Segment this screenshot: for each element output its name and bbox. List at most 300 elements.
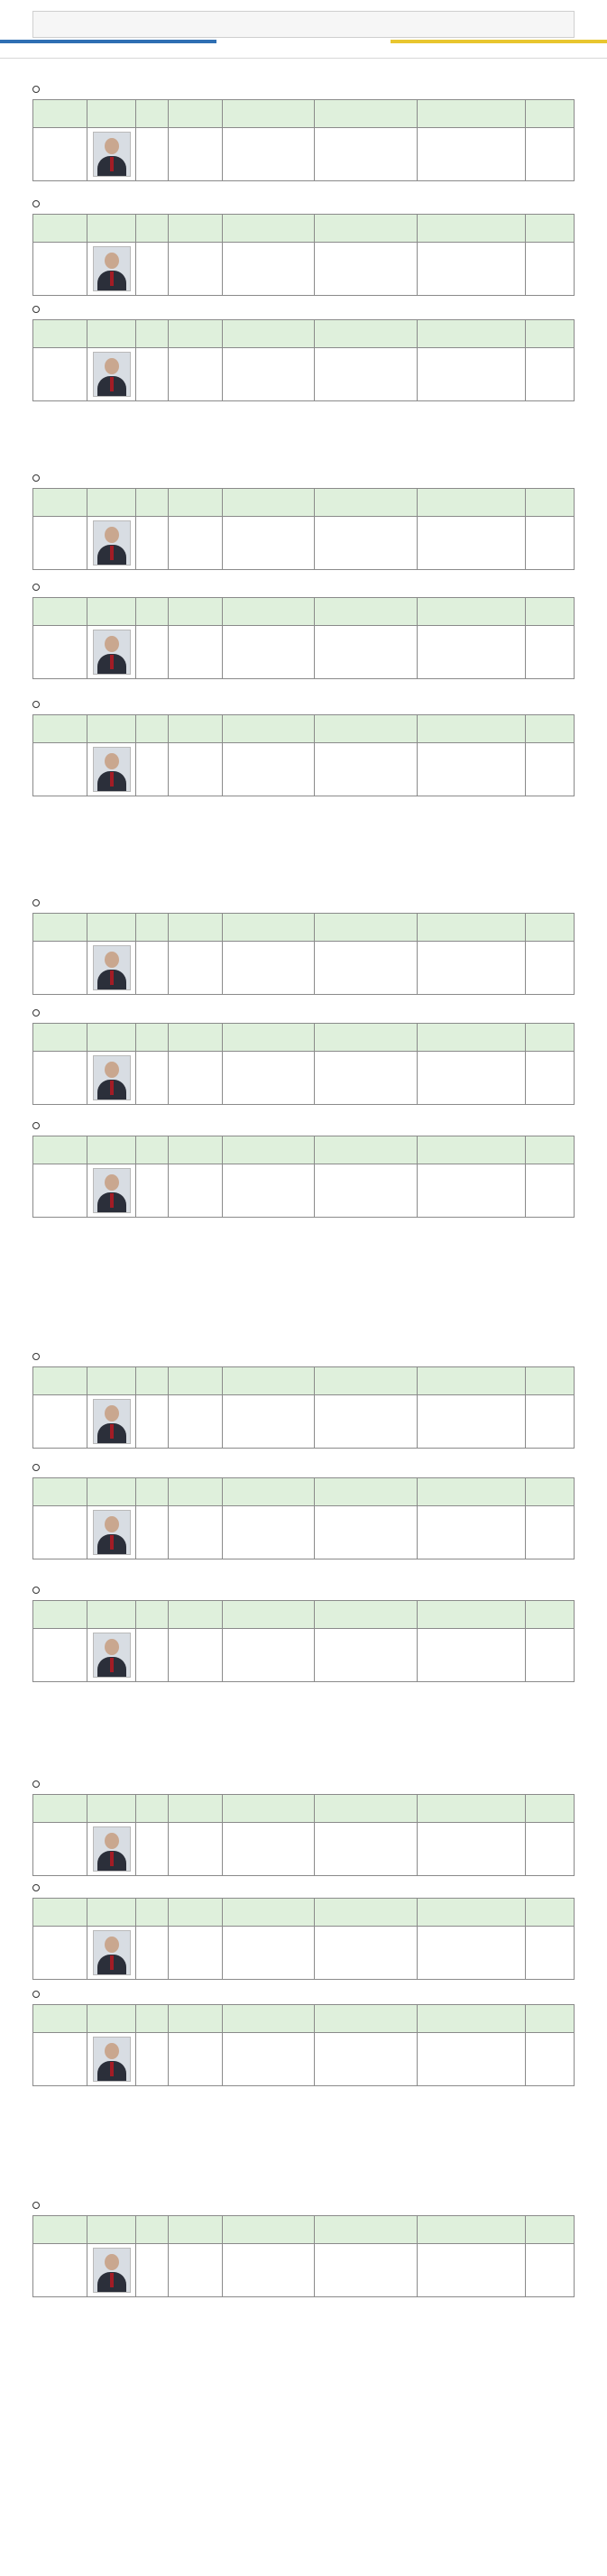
winners-table (32, 2004, 575, 2086)
district-heading (32, 2195, 575, 2215)
candidate-education (315, 348, 418, 401)
candidate-name (33, 1164, 87, 1218)
table-header-row (33, 914, 575, 942)
photo-head-shape (105, 527, 119, 543)
table-header-row (33, 598, 575, 626)
district-section (32, 1116, 575, 1218)
col-gender-header (136, 1136, 169, 1164)
header-stripe-blue (0, 40, 216, 43)
bullet-circle-icon (32, 1009, 40, 1017)
photo-head-shape (105, 1405, 119, 1421)
candidate-career (418, 2244, 526, 2297)
col-career-header (418, 598, 526, 626)
col-name-header (33, 1024, 87, 1052)
col-education-header (315, 914, 418, 942)
col-birth-header (169, 489, 223, 517)
col-name-header (33, 1478, 87, 1506)
candidate-votes (526, 1052, 575, 1105)
col-gender-header (136, 1899, 169, 1927)
bullet-circle-icon (32, 1353, 40, 1360)
winners-table (32, 319, 575, 401)
candidate-photo-cell (87, 1927, 136, 1980)
candidate-education (315, 743, 418, 796)
col-photo-header (87, 320, 136, 348)
candidate-education (315, 128, 418, 181)
candidate-votes (526, 1506, 575, 1559)
table-header-row (33, 320, 575, 348)
col-birth-header (169, 2005, 223, 2033)
district-section (32, 577, 575, 679)
district-section (32, 299, 575, 401)
table-row (33, 517, 575, 570)
col-birth-header (169, 1795, 223, 1823)
col-birth-header (169, 320, 223, 348)
col-name-header (33, 914, 87, 942)
candidate-career (418, 942, 526, 995)
col-education-header (315, 1367, 418, 1395)
bullet-circle-icon (32, 2202, 40, 2209)
candidate-photo (93, 132, 131, 177)
col-name-header (33, 1367, 87, 1395)
col-photo-header (87, 1795, 136, 1823)
col-photo-header (87, 1899, 136, 1927)
page-header (0, 0, 607, 59)
district-section (32, 1580, 575, 1682)
candidate-votes (526, 348, 575, 401)
photo-head-shape (105, 1639, 119, 1655)
photo-tie-shape (110, 546, 114, 560)
candidate-photo-cell (87, 1823, 136, 1876)
col-education-header (315, 598, 418, 626)
col-name-header (33, 1601, 87, 1629)
col-birth-header (169, 1367, 223, 1395)
candidate-photo-cell (87, 1506, 136, 1559)
candidate-job (223, 517, 315, 570)
candidate-photo (93, 1930, 131, 1975)
col-gender-header (136, 598, 169, 626)
col-photo-header (87, 2005, 136, 2033)
col-birth-header (169, 1136, 223, 1164)
photo-head-shape (105, 1833, 119, 1849)
candidate-career (418, 348, 526, 401)
table-row (33, 2033, 575, 2086)
candidate-name (33, 1629, 87, 1682)
candidate-birth (169, 1395, 223, 1449)
candidate-photo-cell (87, 2033, 136, 2086)
col-education-header (315, 320, 418, 348)
bullet-circle-icon (32, 86, 40, 93)
table-row (33, 1395, 575, 1449)
bullet-circle-icon (32, 1884, 40, 1891)
candidate-job (223, 348, 315, 401)
col-name-header (33, 1136, 87, 1164)
candidate-gender (136, 517, 169, 570)
candidate-education (315, 243, 418, 296)
col-education-header (315, 2216, 418, 2244)
col-job-header (223, 1795, 315, 1823)
district-heading (32, 893, 575, 913)
candidate-name (33, 2033, 87, 2086)
table-row (33, 942, 575, 995)
col-job-header (223, 1601, 315, 1629)
candidate-photo-cell (87, 348, 136, 401)
col-name-header (33, 1795, 87, 1823)
table-header-row (33, 1367, 575, 1395)
candidate-birth (169, 743, 223, 796)
winners-table (32, 1794, 575, 1876)
candidate-photo (93, 2037, 131, 2082)
col-job-header (223, 914, 315, 942)
candidate-photo (93, 1510, 131, 1555)
col-birth-header (169, 715, 223, 743)
col-votes-header (526, 914, 575, 942)
candidate-name (33, 243, 87, 296)
photo-tie-shape (110, 1081, 114, 1095)
winners-table (32, 214, 575, 296)
candidate-job (223, 942, 315, 995)
candidate-gender (136, 942, 169, 995)
col-photo-header (87, 100, 136, 128)
district-heading (32, 468, 575, 488)
candidate-name (33, 1395, 87, 1449)
table-row (33, 1052, 575, 1105)
table-header-row (33, 715, 575, 743)
district-section (32, 2195, 575, 2297)
col-job-header (223, 320, 315, 348)
col-career-header (418, 489, 526, 517)
table-row (33, 348, 575, 401)
col-career-header (418, 1795, 526, 1823)
col-votes-header (526, 1601, 575, 1629)
photo-tie-shape (110, 1955, 114, 1970)
candidate-career (418, 626, 526, 679)
candidate-career (418, 1164, 526, 1218)
col-job-header (223, 215, 315, 243)
col-job-header (223, 1024, 315, 1052)
candidate-gender (136, 626, 169, 679)
candidate-photo (93, 945, 131, 990)
col-birth-header (169, 1478, 223, 1506)
candidate-job (223, 1927, 315, 1980)
bullet-circle-icon (32, 584, 40, 591)
candidate-name (33, 517, 87, 570)
candidate-education (315, 1823, 418, 1876)
candidate-photo (93, 747, 131, 792)
col-career-header (418, 1899, 526, 1927)
table-row (33, 626, 575, 679)
photo-head-shape (105, 1174, 119, 1191)
col-birth-header (169, 1601, 223, 1629)
candidate-name (33, 2244, 87, 2297)
table-header-row (33, 100, 575, 128)
col-job-header (223, 2216, 315, 2244)
col-career-header (418, 715, 526, 743)
col-votes-header (526, 2005, 575, 2033)
candidate-photo-cell (87, 1629, 136, 1682)
col-votes-header (526, 2216, 575, 2244)
bullet-circle-icon (32, 1780, 40, 1788)
bullet-circle-icon (32, 1122, 40, 1129)
photo-tie-shape (110, 157, 114, 171)
col-birth-header (169, 215, 223, 243)
candidate-education (315, 626, 418, 679)
table-header-row (33, 215, 575, 243)
table-header-row (33, 1899, 575, 1927)
district-section (32, 1003, 575, 1105)
candidate-photo-cell (87, 1052, 136, 1105)
candidate-photo (93, 1055, 131, 1100)
col-gender-header (136, 320, 169, 348)
district-section (32, 1347, 575, 1449)
photo-head-shape (105, 1516, 119, 1532)
col-name-header (33, 320, 87, 348)
col-job-header (223, 1136, 315, 1164)
col-name-header (33, 100, 87, 128)
winners-table (32, 1023, 575, 1105)
candidate-photo-cell (87, 743, 136, 796)
col-votes-header (526, 1367, 575, 1395)
col-votes-header (526, 1795, 575, 1823)
bullet-circle-icon (32, 306, 40, 313)
col-career-header (418, 914, 526, 942)
photo-head-shape (105, 636, 119, 652)
col-career-header (418, 1478, 526, 1506)
table-row (33, 128, 575, 181)
candidate-job (223, 1164, 315, 1218)
col-gender-header (136, 715, 169, 743)
candidate-job (223, 1395, 315, 1449)
col-education-header (315, 1601, 418, 1629)
candidate-photo (93, 630, 131, 675)
col-career-header (418, 2216, 526, 2244)
candidate-gender (136, 1164, 169, 1218)
candidate-gender (136, 1823, 169, 1876)
candidate-education (315, 942, 418, 995)
candidate-job (223, 1052, 315, 1105)
district-heading (32, 299, 575, 319)
candidate-birth (169, 1052, 223, 1105)
table-row (33, 1506, 575, 1559)
col-career-header (418, 1136, 526, 1164)
candidate-votes (526, 1927, 575, 1980)
candidate-gender (136, 2244, 169, 2297)
candidate-birth (169, 128, 223, 181)
col-votes-header (526, 215, 575, 243)
candidate-photo-cell (87, 1395, 136, 1449)
photo-tie-shape (110, 1193, 114, 1208)
col-career-header (418, 1601, 526, 1629)
col-gender-header (136, 914, 169, 942)
col-education-header (315, 715, 418, 743)
col-birth-header (169, 100, 223, 128)
col-name-header (33, 715, 87, 743)
table-row (33, 243, 575, 296)
candidate-name (33, 743, 87, 796)
table-header-row (33, 1795, 575, 1823)
photo-tie-shape (110, 1852, 114, 1866)
photo-head-shape (105, 753, 119, 769)
col-votes-header (526, 1478, 575, 1506)
candidate-gender (136, 1629, 169, 1682)
col-birth-header (169, 598, 223, 626)
candidate-votes (526, 2033, 575, 2086)
winners-table (32, 1136, 575, 1218)
winners-table (32, 1366, 575, 1449)
winners-table (32, 1477, 575, 1559)
candidate-birth (169, 1506, 223, 1559)
candidate-gender (136, 128, 169, 181)
district-section (32, 1458, 575, 1559)
candidate-gender (136, 1506, 169, 1559)
table-row (33, 743, 575, 796)
col-photo-header (87, 1478, 136, 1506)
col-education-header (315, 1795, 418, 1823)
candidate-career (418, 1506, 526, 1559)
candidate-education (315, 517, 418, 570)
candidate-name (33, 1823, 87, 1876)
bullet-circle-icon (32, 1464, 40, 1471)
candidate-gender (136, 1395, 169, 1449)
photo-tie-shape (110, 2273, 114, 2287)
photo-head-shape (105, 253, 119, 269)
candidate-gender (136, 2033, 169, 2086)
candidate-votes (526, 2244, 575, 2297)
district-heading (32, 1984, 575, 2004)
table-row (33, 1164, 575, 1218)
district-heading (32, 79, 575, 99)
candidate-name (33, 1506, 87, 1559)
col-education-header (315, 2005, 418, 2033)
candidate-name (33, 626, 87, 679)
table-header-row (33, 1024, 575, 1052)
district-heading (32, 1458, 575, 1477)
candidate-job (223, 2033, 315, 2086)
candidate-birth (169, 348, 223, 401)
candidate-photo (93, 246, 131, 291)
col-name-header (33, 489, 87, 517)
candidate-birth (169, 942, 223, 995)
district-heading (32, 1347, 575, 1366)
photo-tie-shape (110, 377, 114, 391)
candidate-birth (169, 1927, 223, 1980)
table-row (33, 1823, 575, 1876)
candidate-birth (169, 1164, 223, 1218)
district-heading (32, 1003, 575, 1023)
candidate-photo-cell (87, 128, 136, 181)
winners-table (32, 2215, 575, 2297)
district-heading (32, 1580, 575, 1600)
candidate-education (315, 1052, 418, 1105)
candidate-education (315, 1506, 418, 1559)
candidate-votes (526, 743, 575, 796)
district-heading (32, 577, 575, 597)
col-photo-header (87, 1601, 136, 1629)
candidate-gender (136, 1927, 169, 1980)
col-name-header (33, 2216, 87, 2244)
bullet-circle-icon (32, 474, 40, 482)
col-votes-header (526, 489, 575, 517)
photo-head-shape (105, 1937, 119, 1953)
photo-head-shape (105, 358, 119, 374)
candidate-votes (526, 243, 575, 296)
candidate-birth (169, 2033, 223, 2086)
candidate-education (315, 1395, 418, 1449)
winners-table (32, 1898, 575, 1980)
candidate-job (223, 243, 315, 296)
candidate-birth (169, 243, 223, 296)
candidate-job (223, 128, 315, 181)
candidate-gender (136, 348, 169, 401)
candidate-name (33, 348, 87, 401)
col-photo-header (87, 1136, 136, 1164)
col-job-header (223, 1367, 315, 1395)
col-photo-header (87, 2216, 136, 2244)
winners-table (32, 913, 575, 995)
photo-head-shape (105, 138, 119, 154)
col-education-header (315, 1899, 418, 1927)
candidate-votes (526, 626, 575, 679)
table-header-row (33, 1478, 575, 1506)
col-gender-header (136, 100, 169, 128)
winners-table (32, 714, 575, 796)
col-job-header (223, 598, 315, 626)
candidate-photo-cell (87, 942, 136, 995)
col-birth-header (169, 2216, 223, 2244)
candidate-votes (526, 1823, 575, 1876)
col-birth-header (169, 914, 223, 942)
candidate-photo (93, 1633, 131, 1678)
district-heading (32, 695, 575, 714)
candidate-career (418, 128, 526, 181)
candidate-career (418, 1052, 526, 1105)
candidate-job (223, 743, 315, 796)
district-heading (32, 1116, 575, 1136)
district-section (32, 1984, 575, 2086)
candidate-votes (526, 128, 575, 181)
district-heading (32, 1774, 575, 1794)
winners-table (32, 99, 575, 181)
col-gender-header (136, 489, 169, 517)
col-education-header (315, 489, 418, 517)
candidate-birth (169, 626, 223, 679)
table-row (33, 1629, 575, 1682)
district-section (32, 695, 575, 796)
district-section (32, 468, 575, 570)
candidate-birth (169, 2244, 223, 2297)
table-row (33, 1927, 575, 1980)
col-education-header (315, 1136, 418, 1164)
col-job-header (223, 1478, 315, 1506)
candidate-name (33, 942, 87, 995)
col-career-header (418, 2005, 526, 2033)
col-gender-header (136, 1024, 169, 1052)
candidate-name (33, 1927, 87, 1980)
candidate-photo (93, 520, 131, 566)
candidate-photo-cell (87, 243, 136, 296)
col-votes-header (526, 1136, 575, 1164)
candidate-career (418, 243, 526, 296)
photo-tie-shape (110, 2062, 114, 2076)
col-votes-header (526, 1899, 575, 1927)
col-birth-header (169, 1024, 223, 1052)
candidate-job (223, 1629, 315, 1682)
candidate-name (33, 128, 87, 181)
col-gender-header (136, 2216, 169, 2244)
table-header-row (33, 2005, 575, 2033)
col-gender-header (136, 215, 169, 243)
col-name-header (33, 2005, 87, 2033)
col-gender-header (136, 1478, 169, 1506)
